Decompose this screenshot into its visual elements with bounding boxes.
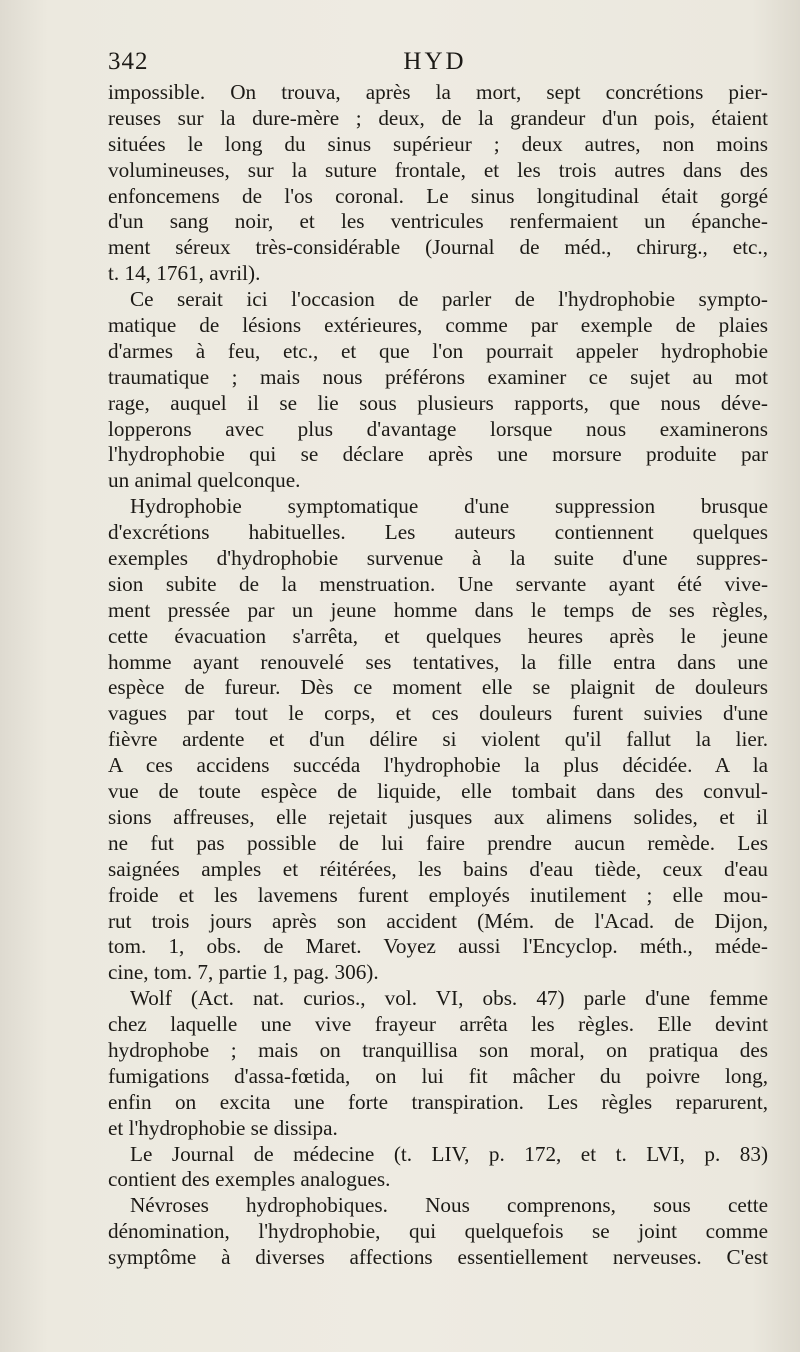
text-line: enfoncemens de l'os coronal. Le sinus longitudinal était gorgé [108, 183, 768, 208]
text-line: sions affreuses, elle rejetait jusques aux alimens solides, et il [108, 804, 768, 829]
text-line: d'armes à feu, etc., et que l'on pourrait appeler hydrophobie [108, 338, 768, 363]
text-line: chez laquelle une vive frayeur arrêta les règles. Elle devint [108, 1012, 768, 1037]
text-line: Wolf (Act. nat. curios., vol. VI, obs. 47) parle d'une femme [130, 986, 768, 1011]
text-line: Hydrophobie symptomatique d'une suppression brusque [130, 494, 768, 519]
text-line: situées le long du sinus supérieur ; deux autres, non moins [108, 131, 768, 156]
text-line: vagues par tout le corps, et ces douleurs furent suivies d'une [108, 701, 768, 726]
text-line: un animal quelconque. [108, 468, 301, 493]
text-line: enfin on excita une forte transpiration. Les règles reparurent, [108, 1089, 768, 1114]
text-line: saignées amples et réitérées, les bains d'eau tiède, ceux d'eau [108, 856, 768, 881]
running-head: HYD [403, 48, 467, 75]
text-line: espèce de fureur. Dès ce moment elle se plaignit de douleurs [108, 675, 768, 700]
text-line: d'excrétions habituelles. Les auteurs contiennent quelques [108, 520, 768, 545]
text-line: fumigations d'assa-fœtida, on lui fit mâcher du poivre long, [108, 1063, 768, 1088]
text-line: tom. 1, obs. de Maret. Voyez aussi l'Encyclop. méth., méde- [108, 934, 768, 959]
text-line: ment pressée par un jeune homme dans le temps de ses règles, [108, 597, 768, 622]
body-text [108, 80, 768, 1271]
text-line: impossible. On trouva, après la mort, sept concrétions pier- [108, 80, 768, 104]
text-line: contient des exemples analogues. [108, 1167, 391, 1192]
text-line: homme ayant renouvelé ses tentatives, la fille entra dans une [108, 649, 768, 674]
text-line: lopperons avec plus d'avantage lorsque nous examinerons [108, 416, 768, 441]
text-line: rut trois jours après son accident (Mém. de l'Acad. de Dijon, [108, 908, 768, 933]
text-line: symptôme à diverses affections essentiellement nerveuses. C'est [108, 1245, 768, 1270]
text-line: ne fut pas possible de lui faire prendre aucun remède. Les [108, 830, 768, 855]
text-line: rage, auquel il se lie sous plusieurs rapports, que nous déve- [108, 390, 768, 415]
text-line: d'un sang noir, et les ventricules renfermaient un épanche- [108, 209, 768, 234]
text-line: Ce serait ici l'occasion de parler de l'hydrophobie sympto- [130, 287, 768, 312]
page-number: 342 [108, 48, 149, 75]
text-line: froide et les lavemens furent employés inutilement ; elle mou- [108, 882, 768, 907]
page-header [108, 48, 762, 82]
text-line: traumatique ; mais nous préférons examiner ce sujet au mot [108, 364, 768, 389]
text-line: Névroses hydrophobiques. Nous comprenons, sous cette [130, 1193, 768, 1218]
text-line: l'hydrophobie qui se déclare après une morsure produite par [108, 442, 768, 467]
text-line: cine, tom. 7, partie 1, pag. 306). [108, 960, 379, 985]
text-line: ment séreux très-considérable (Journal de méd., chirurg., etc., [108, 235, 768, 260]
text-line: A ces accidens succéda l'hydrophobie la plus décidée. A la [108, 753, 768, 778]
text-line: sion subite de la menstruation. Une servante ayant été vive- [108, 571, 768, 596]
text-line: cette évacuation s'arrêta, et quelques heures après le jeune [108, 623, 768, 648]
text-line: et l'hydrophobie se dissipa. [108, 1115, 338, 1140]
text-line: reuses sur la dure-mère ; deux, de la grandeur d'un pois, étaient [108, 105, 768, 130]
text-line: dénomination, l'hydrophobie, qui quelquefois se joint comme [108, 1219, 768, 1244]
text-line: vue de toute espèce de liquide, elle tombait dans des convul- [108, 779, 768, 804]
text-line: t. 14, 1761, avril). [108, 261, 261, 286]
text-line: matique de lésions extérieures, comme par exemple de plaies [108, 313, 768, 338]
text-line: volumineuses, sur la suture frontale, et les trois autres dans des [108, 157, 768, 182]
text-line: hydrophobe ; mais on tranquillisa son moral, on pratiqua des [108, 1037, 768, 1062]
text-line: exemples d'hydrophobie survenue à la suite d'une suppres- [108, 546, 768, 571]
text-line: fièvre ardente et d'un délire si violent qu'il fallut la lier. [108, 727, 768, 752]
text-line: Le Journal de médecine (t. LIV, p. 172, et t. LVI, p. 83) [130, 1141, 768, 1166]
